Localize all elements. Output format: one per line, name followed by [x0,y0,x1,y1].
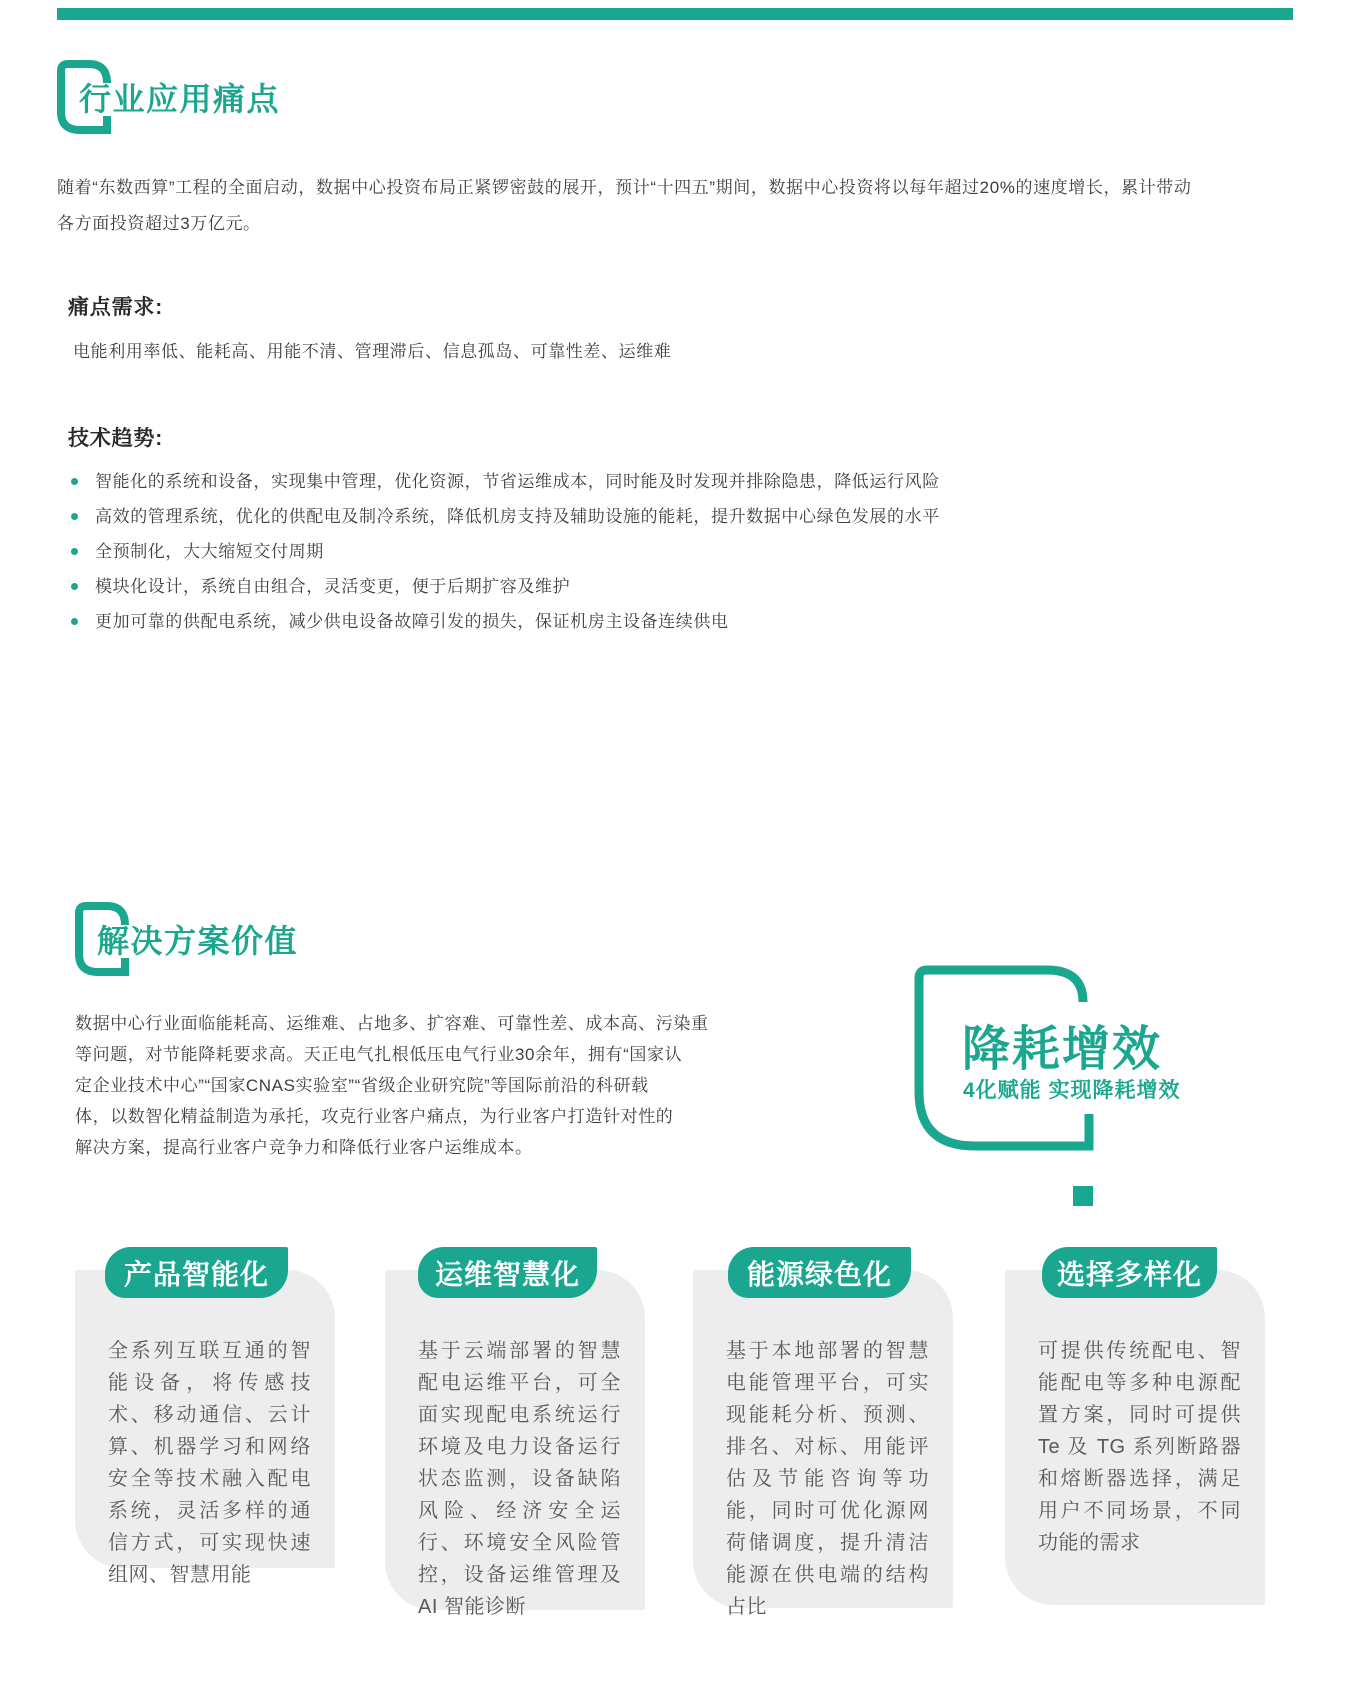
intro-line: 各方面投资超过3万亿元。 [57,214,261,233]
card-title: 选择多样化 [1042,1247,1217,1298]
card-title: 能源绿色化 [728,1247,911,1298]
list-item-text: 智能化的系统和设备，实现集中管理，优化资源，节省运维成本，同时能及时发现并排除隐患，降低运行风险 [95,472,940,491]
card-body-text: 基于本地部署的智慧电能管理平台，可实现能耗分析、预测、排名、对标、用能评估及节能咨询等功能，同时可优化源网荷储调度，提升清洁能源在供电端的结构占比 [726,1340,929,1618]
list-item [70,499,940,534]
list-item-text: 模块化设计，系统自由组合，灵活变更，便于后期扩容及维护 [95,577,571,596]
intro-paragraph [57,170,1191,242]
callout-square-accent [1073,1186,1093,1206]
bullet-dot-icon [71,618,78,625]
list-item [70,569,940,604]
top-accent-bar [57,8,1293,20]
bullet-dot-icon [71,478,78,485]
bullet-dot-icon [71,513,78,520]
card-title: 产品智能化 [105,1247,288,1298]
card-body-text: 基于云端部署的智慧配电运维平台，可全面实现配电系统运行环境及电力设备运行状态监测，设备缺陷风险、经济安全运行、环境安全风险管控，设备运维管理及 AI 智能诊断 [418,1340,621,1618]
list-item-text: 更加可靠的供配电系统，减少供电设备故障引发的损失，保证机房主设备连续供电 [95,612,729,631]
intro-line: 随着“东数西算”工程的全面启动，数据中心投资布局正紧锣密鼓的展开，预计“十四五”期间，数据中心投资将以每年超过20%的速度增长，累计带动 [57,178,1192,197]
tech-trend-list [70,464,940,639]
list-item [70,604,940,639]
callout-title: 降耗增效 [962,1023,1163,1076]
value-line: 体，以数智化精益制造为承托，攻克行业客户痛点，为行业客户打造针对性的 [75,1107,674,1126]
list-item [70,464,940,499]
callout-subtitle: 4化赋能 实现降耗增效 [963,1079,1181,1102]
card-body-text: 全系列互联互通的智能设备，将传感技术、移动通信、云计算、机器学习和网络安全等技术融入配电系统，灵活多样的通信方式，可实现快速组网、智慧用能 [108,1340,311,1586]
bullet-dot-icon [71,548,78,555]
value-line: 定企业技术中心”“国家CNAS实验室”“省级企业研究院”等国际前沿的科研载 [75,1076,649,1095]
pain-demand-text: 电能利用率低、能耗高、用能不清、管理滞后、信息孤岛、可靠性差、运维难 [73,342,672,361]
tech-trend-heading: 技术趋势: [68,427,163,450]
value-line: 数据中心行业面临能耗高、运维难、占地多、扩容难、可靠性差、成本高、污染重 [75,1014,709,1033]
value-line: 解决方案，提高行业客户竞争力和降低行业客户运维成本。 [75,1138,533,1157]
list-item [70,534,940,569]
value-paragraph [75,1008,709,1163]
list-item-text: 全预制化，大大缩短交付周期 [95,542,324,561]
pain-demand-heading: 痛点需求: [68,296,163,319]
section-title-pain: 行业应用痛点 [79,81,281,117]
card-body-text: 可提供传统配电、智能配电等多种电源配置方案，同时可提供 Te 及 TG 系列断路器和熔断器选择，满足用户不同场景，不同功能的需求 [1038,1340,1241,1554]
value-line: 等问题，对节能降耗要求高。天正电气扎根低压电气行业30余年，拥有“国家认 [75,1045,683,1064]
bullet-dot-icon [71,583,78,590]
list-item-text: 高效的管理系统，优化的供配电及制冷系统，降低机房支持及辅助设施的能耗，提升数据中心绿色发展的水平 [95,507,940,526]
section-title-value: 解决方案价值 [97,923,299,959]
card-title: 运维智慧化 [418,1247,597,1298]
